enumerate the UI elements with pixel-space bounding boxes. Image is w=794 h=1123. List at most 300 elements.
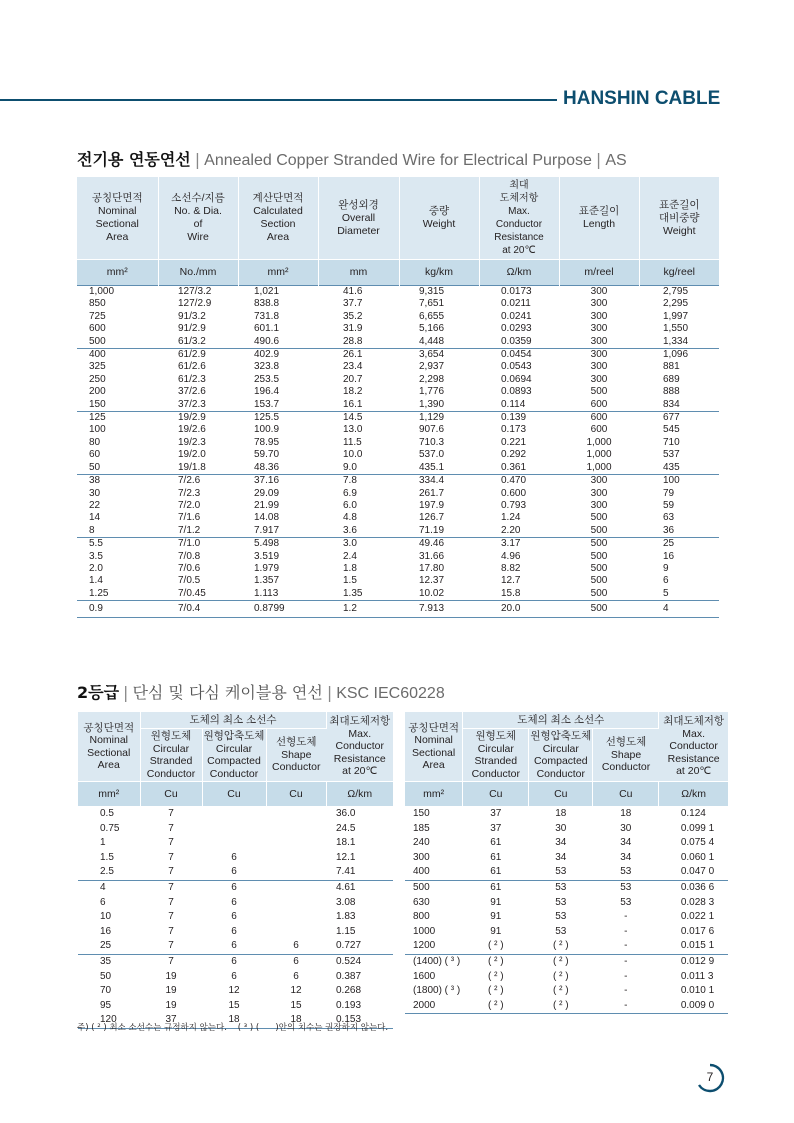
table-cell: 2,298 <box>419 373 445 385</box>
table-cell: 0.0241 <box>501 310 532 322</box>
table-cell: 300 <box>559 475 639 488</box>
table-cell: 1.113 <box>254 587 279 599</box>
table-row <box>405 896 728 911</box>
table-row <box>77 588 719 601</box>
table-cell: 888 <box>663 386 680 398</box>
table-cell: 0.0173 <box>479 286 559 299</box>
compacted-header: 원형압축도체 Circular Compacted Conductor <box>530 730 592 780</box>
table-cell: 5.5 <box>77 538 158 551</box>
table-cell: 79 <box>663 487 675 499</box>
table-cell: 677 <box>639 412 719 425</box>
table-cell: 24.5 <box>336 822 356 834</box>
table-cell: 7 <box>168 866 174 878</box>
table-row <box>78 836 393 851</box>
table-row <box>77 488 719 500</box>
table-cell <box>266 865 326 880</box>
table-cell: 500 <box>590 386 608 398</box>
table-cell: 1,000 <box>586 449 612 461</box>
table-cell: 61/2.3 <box>178 373 206 385</box>
table-cell: 7/2.3 <box>178 487 201 499</box>
table-cell: 0.600 <box>501 487 527 499</box>
table-cell: 500 <box>590 512 608 524</box>
table-row <box>77 399 719 412</box>
table-cell: 1,000 <box>77 286 158 299</box>
table-cell: 35.2 <box>343 310 363 322</box>
table-cell: 7.913 <box>399 601 479 618</box>
table-cell: 1,129 <box>399 412 479 425</box>
table-cell: 6 <box>100 896 106 908</box>
table-cell: 91 <box>490 911 502 923</box>
table-cell: 0.010 1 <box>680 985 715 997</box>
circular-header: 원형도체 Circular Stranded Conductor <box>140 729 202 782</box>
shape-header: 선형도체 Shape Conductor <box>593 729 659 782</box>
unit-header: mm² <box>238 260 318 286</box>
table-cell: 53 <box>555 911 567 923</box>
table-cell: 6,655 <box>419 310 445 322</box>
table-cell: 323.8 <box>254 361 280 373</box>
table-cell: 37 <box>490 822 502 834</box>
table-cell: 7/0.45 <box>178 587 206 599</box>
table-cell: 150 <box>89 398 106 410</box>
column-header: 최대 도체저항 Max. Conductor Resistance at 20℃ <box>479 177 559 260</box>
area-header: 공칭단면적 Nominal Sectional Area <box>78 712 140 782</box>
table-cell: 6 <box>231 911 237 923</box>
table1-header <box>77 177 719 286</box>
unit-header: Cu <box>593 782 659 807</box>
table-cell: 25 <box>639 538 719 551</box>
table-cell: 1,000 <box>586 436 612 448</box>
table-cell: 100.9 <box>254 424 280 436</box>
table-cell: 91 <box>490 925 502 937</box>
table-cell: 0.124 <box>659 807 728 822</box>
table-cell: - <box>593 954 659 969</box>
column-header: 표준길이 Length <box>559 177 639 260</box>
table-cell: 16 <box>100 925 112 937</box>
table-cell: 1.2 <box>318 601 399 618</box>
section2-standard: KSC IEC60228 <box>336 685 445 702</box>
table-cell: 600 <box>590 424 608 436</box>
table-row <box>405 984 728 999</box>
table-cell: 78.95 <box>254 436 280 448</box>
table-cell <box>266 836 326 851</box>
table-cell: 31.66 <box>419 550 445 562</box>
table-cell: 197.9 <box>419 499 445 511</box>
table-cell <box>266 807 326 822</box>
header-rule <box>0 99 557 101</box>
table-cell: 1.25 <box>89 587 109 599</box>
table-cell: 7 <box>168 940 174 952</box>
table-row <box>78 865 393 880</box>
table-cell: 4 <box>78 880 140 895</box>
table-cell: - <box>624 925 628 937</box>
table-cell: 0.75 <box>100 822 120 834</box>
table-cell: 0.099 1 <box>680 822 715 834</box>
unit-header: Cu <box>140 782 202 807</box>
unit-header: kg/reel <box>639 260 719 286</box>
page-number-badge <box>696 1063 728 1095</box>
table-cell: 0.0211 <box>501 298 531 310</box>
table-cell: 7 <box>140 807 202 822</box>
table-cell: 500 <box>590 575 608 587</box>
table-cell: 545 <box>663 424 680 436</box>
table-row <box>405 970 728 985</box>
table-row <box>77 286 719 299</box>
table-cell: 18 <box>529 807 593 822</box>
table-cell: 300 <box>590 487 608 499</box>
table-cell <box>266 910 326 925</box>
table-cell: 7 <box>168 911 174 923</box>
table-cell: 834 <box>663 398 680 410</box>
table-cell: 91 <box>490 896 502 908</box>
table-cell: 61 <box>463 880 529 895</box>
table-cell: 1,021 <box>238 286 318 299</box>
table-cell: 7 <box>168 822 174 834</box>
table-cell: 0.0543 <box>501 361 532 373</box>
min-wires-header: 도체의 최소 소선수 <box>463 712 659 729</box>
table-row <box>77 525 719 538</box>
table-cell: 500 <box>590 524 608 536</box>
table-cell: 435 <box>663 461 680 473</box>
table-cell: 20.7 <box>343 373 363 385</box>
table-cell: 400 <box>413 866 430 878</box>
table-cell: 11.5 <box>343 436 362 448</box>
class2-left-body <box>78 807 393 1029</box>
table-cell: 19/1.8 <box>178 461 206 473</box>
table-cell: 0.793 <box>501 499 527 511</box>
table-cell: 1.24 <box>501 512 521 524</box>
table-cell: 1.4 <box>89 575 103 587</box>
table-row <box>405 851 728 866</box>
shape-header: 선형도체 Shape Conductor <box>266 729 326 782</box>
table-row <box>405 880 728 895</box>
table-cell: ( ² ) <box>463 999 529 1014</box>
table-cell: 7/1.6 <box>178 512 201 524</box>
table-cell: 3,654 <box>399 349 479 362</box>
table-cell: 8 <box>89 524 95 536</box>
units-row <box>78 782 393 807</box>
table-cell: 7.41 <box>336 866 356 878</box>
table-cell: 1600 <box>413 970 436 982</box>
table-cell: 70 <box>100 985 112 997</box>
table-cell: 18 <box>593 807 659 822</box>
table-cell: 500 <box>559 538 639 551</box>
table-cell: 300 <box>590 323 608 335</box>
table-cell: - <box>624 985 628 997</box>
table-row <box>77 462 719 475</box>
table-row <box>78 939 393 954</box>
footnote: 주) ( ² ) 최소 소선수는 규정하지 않는다. ( ³ ) ( )안의 치수는 권장하지 않는다. <box>77 1023 389 1033</box>
min-wires-header: 도체의 최소 소선수 <box>140 712 326 729</box>
compacted-header: 원형압축도체 Circular Compacted Conductor <box>203 730 265 780</box>
table-cell: 91/2.9 <box>178 323 206 335</box>
table-cell: 6 <box>231 866 237 878</box>
table-cell: 731.8 <box>254 310 280 322</box>
table-cell: 0.221 <box>501 436 527 448</box>
table-cell: 0.727 <box>336 940 362 952</box>
table-cell: 61/2.9 <box>158 349 238 362</box>
table-cell: 907.6 <box>419 424 445 436</box>
table-cell: 1,000 <box>586 461 612 473</box>
unit-header: Ω/km <box>659 782 728 807</box>
page-number: 7 <box>706 1070 714 1084</box>
table-cell: 50 <box>89 461 101 473</box>
table-cell: 4,448 <box>419 335 445 347</box>
table-row <box>78 880 393 895</box>
table-row <box>77 374 719 386</box>
table-cell: 17.80 <box>419 562 445 574</box>
table-row <box>78 970 393 985</box>
table-row <box>77 361 719 373</box>
table-cell: 38 <box>77 475 158 488</box>
table-cell: 0.022 1 <box>680 911 715 923</box>
table-cell: 18 <box>202 1013 266 1028</box>
table-cell: 0.361 <box>501 461 527 473</box>
table-cell: 95 <box>100 999 112 1011</box>
unit-header: mm² <box>405 782 463 807</box>
table-cell: 250 <box>89 373 106 385</box>
table-cell: ( ² ) <box>488 940 504 952</box>
table-cell: 1,096 <box>639 349 719 362</box>
section2-title <box>77 680 445 703</box>
table-cell: 13.0 <box>343 424 363 436</box>
table-cell: 710 <box>663 436 680 448</box>
table-cell: ( ² ) <box>553 970 569 982</box>
table-cell: - <box>624 911 628 923</box>
table-cell: 60 <box>89 449 101 461</box>
table-cell: 537 <box>663 449 680 461</box>
table-cell: 0.0293 <box>501 323 532 335</box>
table-cell: 200 <box>89 386 106 398</box>
table-cell: 7 <box>168 837 174 849</box>
table1-header-row <box>77 177 719 260</box>
table-cell: 19/2.3 <box>178 436 206 448</box>
table-cell: 29.09 <box>254 487 280 499</box>
table-cell: 53 <box>555 866 567 878</box>
table-cell: 15 <box>290 999 302 1011</box>
table-cell: 7/0.4 <box>158 601 238 618</box>
column-header: 완성외경 Overall Diameter <box>318 177 399 260</box>
table-cell: 5 <box>663 587 669 599</box>
column-header: 중량 Weight <box>399 177 479 260</box>
table-cell: 0.060 1 <box>680 851 715 863</box>
table-cell: 37 <box>140 1013 202 1028</box>
table-cell: 150 <box>405 807 463 822</box>
table-cell <box>202 836 266 851</box>
table-cell: 3.08 <box>336 896 356 908</box>
table-cell: 2,937 <box>419 361 445 373</box>
table-cell: 7.917 <box>254 524 280 536</box>
table-cell: ( ² ) <box>553 985 569 997</box>
table-cell: 1,997 <box>663 310 689 322</box>
table-cell: 402.9 <box>238 349 318 362</box>
table-cell: 14.08 <box>254 512 280 524</box>
table-cell: 61 <box>490 866 502 878</box>
table-cell: (1400) ( ³ ) <box>405 954 463 969</box>
table-cell: 7,651 <box>419 298 445 310</box>
unit-header: Ω/km <box>326 782 393 807</box>
table-cell: 6.9 <box>343 487 357 499</box>
section2-title-ko: 단심 및 다심 케이블용 연선 <box>132 683 323 702</box>
table-row <box>77 449 719 461</box>
table-cell: 0.0359 <box>501 335 532 347</box>
table-row <box>78 954 393 969</box>
table-cell: 1.357 <box>254 575 280 587</box>
table-cell: 300 <box>590 361 608 373</box>
unit-header: m/reel <box>559 260 639 286</box>
table-cell: 19/2.9 <box>158 412 238 425</box>
table-cell: ( ² ) <box>529 999 593 1014</box>
table-cell: 0.9 <box>77 601 158 618</box>
table-cell: 126.7 <box>419 512 445 524</box>
table-row <box>77 412 719 425</box>
table-cell: 253.5 <box>254 373 280 385</box>
table-cell: 0.524 <box>326 954 393 969</box>
table-cell: 435.1 <box>419 461 445 473</box>
unit-header: Cu <box>529 782 593 807</box>
table-cell: 12 <box>290 985 302 997</box>
table-cell: 14.5 <box>318 412 399 425</box>
table-cell: 36 <box>663 524 675 536</box>
table-row <box>77 349 719 362</box>
table-cell: 7 <box>140 880 202 895</box>
table-row <box>77 298 719 310</box>
table-cell: 6 <box>231 896 237 908</box>
table-cell: 300 <box>590 298 608 310</box>
table-cell: 71.19 <box>419 524 445 536</box>
table-cell: 41.6 <box>318 286 399 299</box>
table-cell: 15.8 <box>501 587 521 599</box>
table-cell: 18.2 <box>343 386 363 398</box>
table-cell: 1,390 <box>419 398 445 410</box>
table-cell: 7 <box>168 851 174 863</box>
table1-units-row <box>77 260 719 286</box>
table-cell: 600 <box>89 323 106 335</box>
table-cell: 50 <box>100 970 112 982</box>
table-cell: 20.0 <box>479 601 559 618</box>
table-cell: (1800) ( ³ ) <box>413 985 461 997</box>
table-cell: 6 <box>231 970 237 982</box>
table-cell: 196.4 <box>254 386 280 398</box>
section1-title-ko: 전기용 연동연선 <box>77 150 191 169</box>
table-cell: 53 <box>620 896 632 908</box>
table-cell: 80 <box>89 436 101 448</box>
table-row <box>77 538 719 551</box>
table-cell: 7 <box>168 925 174 937</box>
table-cell: 16 <box>663 550 675 562</box>
table-cell: 19/2.6 <box>178 424 206 436</box>
table-cell: 61/3.2 <box>178 335 206 347</box>
table-cell: 725 <box>89 310 106 322</box>
table-cell: 0.268 <box>336 985 362 997</box>
table-row <box>405 910 728 925</box>
table-cell: 6 <box>202 954 266 969</box>
table-cell: 300 <box>559 286 639 299</box>
header-row <box>405 712 728 729</box>
table-row <box>405 925 728 940</box>
table-cell: 61 <box>490 837 502 849</box>
table-cell: 7 <box>168 896 174 908</box>
table-cell: 185 <box>413 822 430 834</box>
unit-header: mm² <box>78 782 140 807</box>
table-cell: 400 <box>77 349 158 362</box>
table-cell: 261.7 <box>419 487 445 499</box>
table-cell <box>266 851 326 866</box>
table-cell: 0.011 3 <box>680 970 714 982</box>
column-header: 소선수/지름 No. & Dia. of Wire <box>158 177 238 260</box>
table-cell: 19 <box>165 999 177 1011</box>
table-cell: 153.7 <box>254 398 280 410</box>
table-cell: 6 <box>202 880 266 895</box>
table-cell: 12.7 <box>501 575 521 587</box>
table-cell: 53 <box>555 896 567 908</box>
table-cell: 53 <box>620 866 632 878</box>
table-cell: 3.0 <box>318 538 399 551</box>
table-cell: 0.015 1 <box>680 940 715 952</box>
table-cell <box>266 822 326 837</box>
circular-header: 원형도체 Circular Stranded Conductor <box>463 729 529 782</box>
table-cell: 5,166 <box>419 323 445 335</box>
table-row <box>77 424 719 436</box>
table-cell: 34 <box>555 837 567 849</box>
table-cell: ( ² ) <box>463 954 529 969</box>
table-cell: 30 <box>89 487 101 499</box>
class2-table-right <box>405 712 728 1014</box>
table-cell: 300 <box>559 349 639 362</box>
table-cell: 240 <box>413 837 430 849</box>
resistance-header: 최대도체저항 Max. Conductor Resistance at 20℃ <box>326 712 393 782</box>
title-separator: | <box>123 683 129 702</box>
table-cell: 500 <box>89 335 106 347</box>
table-cell: 2.20 <box>501 524 521 536</box>
table-row <box>405 999 728 1014</box>
table-cell: 0.470 <box>479 475 559 488</box>
table-cell: 1.15 <box>336 925 356 937</box>
table-cell: 34 <box>555 851 567 863</box>
table-row <box>77 336 719 349</box>
table-cell: 19 <box>165 970 177 982</box>
table-cell: 127/3.2 <box>158 286 238 299</box>
unit-header: No./mm <box>158 260 238 286</box>
table-cell: 300 <box>590 373 608 385</box>
table-cell: 0.8799 <box>238 601 318 618</box>
table-cell: 100 <box>639 475 719 488</box>
table-cell: 53 <box>529 880 593 895</box>
table-cell: - <box>624 970 628 982</box>
table-cell: 600 <box>590 398 608 410</box>
table-cell: 7.8 <box>318 475 399 488</box>
table-cell: 28.8 <box>343 335 363 347</box>
table-cell: ( ² ) <box>488 970 504 982</box>
table-cell: 100 <box>89 424 106 436</box>
table-row <box>77 575 719 587</box>
table-cell: 0.075 4 <box>680 837 715 849</box>
class2-right-header <box>405 712 728 807</box>
table-row <box>405 807 728 822</box>
table-cell: 61/2.6 <box>178 361 206 373</box>
table-cell: 7/2.6 <box>158 475 238 488</box>
table-cell: 30 <box>620 822 632 834</box>
table-cell: 500 <box>559 601 639 618</box>
table-cell: 14 <box>89 512 101 524</box>
table-cell: 0.012 9 <box>659 954 728 969</box>
table-cell: 1,550 <box>663 323 689 335</box>
table-cell: ( ² ) <box>553 940 569 952</box>
table-cell: 6 <box>231 940 237 952</box>
table-cell: 91/3.2 <box>178 310 206 322</box>
table-cell: 22 <box>89 499 101 511</box>
table-cell: 6 <box>293 970 299 982</box>
table-cell: 4.96 <box>501 550 521 562</box>
